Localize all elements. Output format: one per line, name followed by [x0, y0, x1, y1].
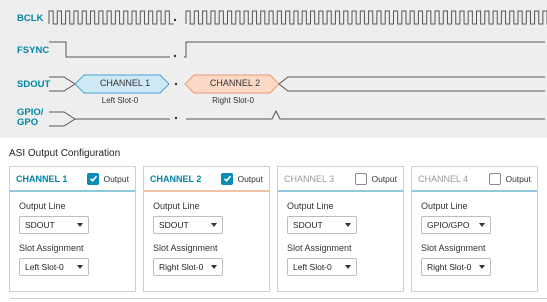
chevron-down-icon [211, 265, 217, 269]
chevron-down-icon [479, 223, 485, 227]
timing-diagram [0, 0, 547, 138]
channel-1-card [9, 166, 136, 292]
chevron-down-icon [77, 223, 83, 227]
channel-2-header [144, 167, 269, 192]
divider [10, 298, 547, 299]
channel-2-slot-label: Right Slot-0 [212, 96, 254, 105]
channel-4-card [411, 166, 538, 292]
check-icon [89, 174, 98, 183]
signal-label-fsync: FSYNC [17, 45, 50, 56]
channel-2-output-line-select[interactable] [153, 216, 223, 234]
chevron-down-icon [479, 265, 485, 269]
channel-4-header [412, 167, 537, 192]
channel-3-output-label: Output [371, 173, 397, 184]
chevron-down-icon [345, 265, 351, 269]
channel-1-slot-label: Left Slot-0 [101, 96, 139, 105]
sdout-idle-end [279, 77, 545, 91]
channel-1-output-checkbox[interactable] [87, 173, 99, 185]
channel-2-output-line-label: Output Line [153, 201, 200, 211]
channel-2-output-checkbox[interactable] [221, 173, 233, 185]
gpio-wave-b [186, 111, 545, 119]
channel-1-slot-value: Left Slot-0 [25, 262, 64, 272]
section-title: ASI Output Configuration [9, 148, 121, 159]
channel-1-header [10, 167, 135, 192]
channel-2-title: CHANNEL 2 [150, 173, 202, 184]
chevron-down-icon [345, 223, 351, 227]
channel-1-output-line-label: Output Line [19, 201, 66, 211]
channel-4-title: CHANNEL 4 [418, 173, 469, 184]
channel-2-slot-select[interactable] [153, 258, 223, 276]
channel-2-card [143, 166, 270, 292]
channel-4-output-checkbox[interactable] [489, 173, 501, 185]
channel-2-output-label: Output [237, 173, 263, 184]
channel-4-output-line-label: Output Line [421, 201, 468, 211]
channel-3-output-line-select[interactable] [287, 216, 357, 234]
channel-4-slot-value: Right Slot-0 [427, 262, 472, 272]
channel-3-header [278, 167, 403, 192]
channel-3-slot-assignment-label: Slot Assignment [287, 243, 352, 253]
break-dot [174, 19, 176, 21]
bclk-wave-b [186, 11, 547, 24]
channel-3-output-line-label: Output Line [287, 201, 334, 211]
channel-1-slot-select[interactable] [19, 258, 89, 276]
timing-waveforms [0, 0, 547, 138]
channel-4-output-line-value: GPIO/GPO [427, 220, 470, 230]
channel-1-title: CHANNEL 1 [16, 173, 68, 184]
break-dot [175, 117, 177, 119]
channel-2-output-line-value: SDOUT [159, 220, 189, 230]
channel-4-output-label: Output [505, 173, 531, 184]
channel-3-slot-value: Left Slot-0 [293, 262, 332, 272]
break-dot [175, 83, 177, 85]
channel-3-card [277, 166, 404, 292]
channel-1-pill-label: CHANNEL 1 [99, 78, 151, 88]
channel-4-slot-select[interactable] [421, 258, 491, 276]
channel-2-slot-value: Right Slot-0 [159, 262, 204, 272]
signal-label-gpio-line2: GPO [17, 117, 39, 128]
channel-4-output-line-select[interactable] [421, 216, 491, 234]
signal-label-gpio-line1: GPIO/ [17, 107, 44, 118]
fsync-wave-a [49, 42, 170, 57]
channel-3-output-checkbox[interactable] [355, 173, 367, 185]
fsync-wave-b [184, 42, 545, 57]
signal-label-gpio [17, 108, 43, 128]
chevron-down-icon [211, 223, 217, 227]
signal-label-bclk: BCLK [17, 13, 44, 24]
channel-3-output-line-value: SDOUT [293, 220, 323, 230]
channel-2-pill-label: CHANNEL 2 [209, 78, 261, 88]
signal-label-sdout: SDOUT [17, 79, 51, 90]
channel-3-slot-select[interactable] [287, 258, 357, 276]
bclk-wave-a [49, 11, 174, 24]
break-dot [174, 55, 176, 57]
gpio-wave-a [49, 112, 170, 126]
sdout-idle-start [49, 77, 75, 91]
channel-1-output-line-select[interactable] [19, 216, 89, 234]
channel-2-slot-assignment-label: Slot Assignment [153, 243, 218, 253]
channel-1-output-label: Output [103, 173, 129, 184]
channel-4-slot-assignment-label: Slot Assignment [421, 243, 486, 253]
channel-1-slot-assignment-label: Slot Assignment [19, 243, 84, 253]
channel-3-title: CHANNEL 3 [284, 173, 335, 184]
chevron-down-icon [77, 265, 83, 269]
check-icon [223, 174, 232, 183]
channel-1-output-line-value: SDOUT [25, 220, 55, 230]
